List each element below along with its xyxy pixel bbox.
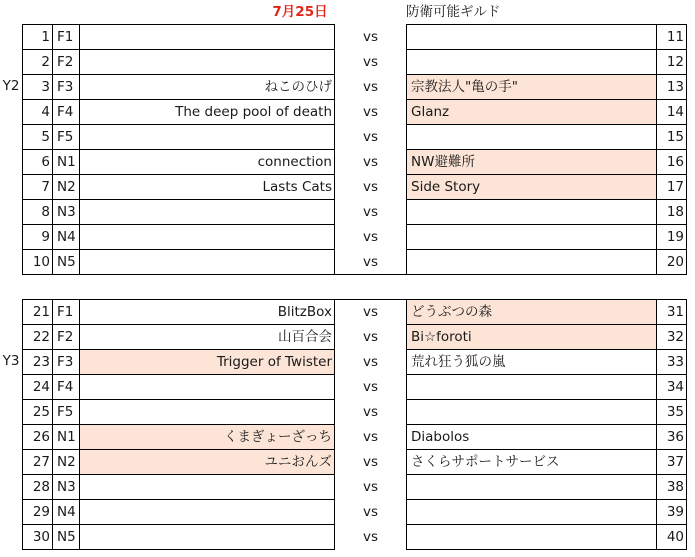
spacer-cell <box>80 275 335 300</box>
match-row <box>23 350 687 375</box>
position-cell: F3 <box>53 350 80 375</box>
match-number-cell: 10 <box>23 250 53 275</box>
group-label: Y2 <box>2 78 20 94</box>
match-row <box>23 25 687 50</box>
away-guild-cell <box>407 200 657 225</box>
home-guild-cell <box>80 500 335 525</box>
position-cell: F1 <box>53 25 80 50</box>
spacer-row <box>23 275 687 300</box>
position-cell: N2 <box>53 175 80 200</box>
home-guild-cell <box>80 475 335 500</box>
match-number-cell: 28 <box>23 475 53 500</box>
home-guild-cell <box>80 375 335 400</box>
match-number-cell: 26 <box>23 425 53 450</box>
away-guild-cell <box>407 250 657 275</box>
match-number-cell: 27 <box>23 450 53 475</box>
slot-number-cell: 18 <box>657 200 687 225</box>
position-cell: N2 <box>53 450 80 475</box>
match-row <box>23 125 687 150</box>
slot-number-cell: 20 <box>657 250 687 275</box>
vs-cell: vs <box>335 50 407 75</box>
home-guild-cell: くまぎょーざっち <box>80 425 335 450</box>
position-cell: F1 <box>53 300 80 325</box>
match-row <box>23 150 687 175</box>
away-guild-cell <box>407 225 657 250</box>
spacer-cell <box>335 275 407 300</box>
position-cell: F2 <box>53 50 80 75</box>
match-number-cell: 3 <box>23 75 53 100</box>
match-number-cell: 4 <box>23 100 53 125</box>
match-number-cell: 9 <box>23 225 53 250</box>
away-guild-cell: Bi☆foroti <box>407 325 657 350</box>
match-row <box>23 200 687 225</box>
match-row <box>23 175 687 200</box>
spacer-cell <box>407 275 657 300</box>
away-guild-cell <box>407 50 657 75</box>
away-guild-cell <box>407 125 657 150</box>
away-guild-cell <box>407 25 657 50</box>
slot-number-cell: 35 <box>657 400 687 425</box>
slot-number-cell: 17 <box>657 175 687 200</box>
slot-number-cell: 12 <box>657 50 687 75</box>
vs-cell: vs <box>335 100 407 125</box>
match-number-cell: 30 <box>23 525 53 550</box>
slot-number-cell: 39 <box>657 500 687 525</box>
home-guild-cell: ユニおんズ <box>80 450 335 475</box>
away-guild-cell: 宗教法人"亀の手" <box>407 75 657 100</box>
vs-cell: vs <box>335 425 407 450</box>
home-guild-cell: Trigger of Twister <box>80 350 335 375</box>
away-guild-cell <box>407 525 657 550</box>
away-guild-cell: Glanz <box>407 100 657 125</box>
match-row <box>23 75 687 100</box>
slot-number-cell: 19 <box>657 225 687 250</box>
home-guild-cell <box>80 50 335 75</box>
position-cell: F4 <box>53 100 80 125</box>
away-guild-cell <box>407 475 657 500</box>
home-guild-cell: BlitzBox <box>80 300 335 325</box>
match-row <box>23 225 687 250</box>
slot-number-cell: 37 <box>657 450 687 475</box>
away-guild-cell <box>407 375 657 400</box>
match-number-cell: 29 <box>23 500 53 525</box>
match-number-cell: 25 <box>23 400 53 425</box>
position-cell: N5 <box>53 525 80 550</box>
slot-number-cell: 16 <box>657 150 687 175</box>
slot-number-cell: 11 <box>657 25 687 50</box>
slot-number-cell: 33 <box>657 350 687 375</box>
group-label: Y3 <box>2 353 20 369</box>
vs-cell: vs <box>335 450 407 475</box>
match-row <box>23 100 687 125</box>
home-guild-cell <box>80 225 335 250</box>
vs-cell: vs <box>335 500 407 525</box>
home-guild-cell: ねこのひげ <box>80 75 335 100</box>
vs-cell: vs <box>335 225 407 250</box>
vs-cell: vs <box>335 350 407 375</box>
away-guild-cell: NW避難所 <box>407 150 657 175</box>
home-guild-cell <box>80 125 335 150</box>
home-guild-cell: 山百合会 <box>80 325 335 350</box>
vs-cell: vs <box>335 525 407 550</box>
away-guild-cell: Side Story <box>407 175 657 200</box>
match-number-cell: 5 <box>23 125 53 150</box>
vs-cell: vs <box>335 25 407 50</box>
match-row <box>23 325 687 350</box>
position-cell: F4 <box>53 375 80 400</box>
match-table <box>22 24 687 550</box>
match-row <box>23 300 687 325</box>
home-guild-cell <box>80 525 335 550</box>
match-number-cell: 8 <box>23 200 53 225</box>
slot-number-cell: 40 <box>657 525 687 550</box>
position-cell: F3 <box>53 75 80 100</box>
slot-number-cell: 15 <box>657 125 687 150</box>
vs-cell: vs <box>335 475 407 500</box>
spacer-cell <box>23 275 53 300</box>
home-guild-cell: The deep pool of death <box>80 100 335 125</box>
match-row <box>23 250 687 275</box>
match-number-cell: 2 <box>23 50 53 75</box>
match-row <box>23 425 687 450</box>
match-number-cell: 21 <box>23 300 53 325</box>
vs-cell: vs <box>335 150 407 175</box>
slot-number-cell: 36 <box>657 425 687 450</box>
match-row <box>23 450 687 475</box>
match-row <box>23 400 687 425</box>
position-cell: N3 <box>53 475 80 500</box>
vs-cell: vs <box>335 250 407 275</box>
vs-cell: vs <box>335 75 407 100</box>
match-row <box>23 475 687 500</box>
vs-cell: vs <box>335 200 407 225</box>
match-number-cell: 6 <box>23 150 53 175</box>
position-cell: N4 <box>53 225 80 250</box>
match-number-cell: 1 <box>23 25 53 50</box>
position-cell: N1 <box>53 150 80 175</box>
match-number-cell: 23 <box>23 350 53 375</box>
home-guild-cell <box>80 25 335 50</box>
match-row <box>23 375 687 400</box>
slot-number-cell: 34 <box>657 375 687 400</box>
position-cell: N5 <box>53 250 80 275</box>
match-row <box>23 525 687 550</box>
away-guild-cell <box>407 500 657 525</box>
match-row <box>23 50 687 75</box>
slot-number-cell: 32 <box>657 325 687 350</box>
match-row <box>23 500 687 525</box>
slot-number-cell: 31 <box>657 300 687 325</box>
defensible-guild-header: 防衛可能ギルド <box>406 4 501 20</box>
home-guild-cell <box>80 250 335 275</box>
position-cell: F5 <box>53 125 80 150</box>
home-guild-cell: connection <box>80 150 335 175</box>
position-cell: F5 <box>53 400 80 425</box>
vs-cell: vs <box>335 325 407 350</box>
match-number-cell: 7 <box>23 175 53 200</box>
match-number-cell: 22 <box>23 325 53 350</box>
position-cell: N4 <box>53 500 80 525</box>
away-guild-cell: どうぶつの森 <box>407 300 657 325</box>
spacer-cell <box>53 275 80 300</box>
vs-cell: vs <box>335 125 407 150</box>
home-guild-cell: Lasts Cats <box>80 175 335 200</box>
away-guild-cell: さくらサポートサービス <box>407 450 657 475</box>
slot-number-cell: 14 <box>657 100 687 125</box>
date-header: 7月25日 <box>272 4 328 20</box>
away-guild-cell: Diabolos <box>407 425 657 450</box>
position-cell: N1 <box>53 425 80 450</box>
spacer-cell <box>657 275 687 300</box>
slot-number-cell: 38 <box>657 475 687 500</box>
home-guild-cell <box>80 200 335 225</box>
slot-number-cell: 13 <box>657 75 687 100</box>
match-number-cell: 24 <box>23 375 53 400</box>
away-guild-cell: 荒れ狂う狐の嵐 <box>407 350 657 375</box>
away-guild-cell <box>407 400 657 425</box>
vs-cell: vs <box>335 300 407 325</box>
vs-cell: vs <box>335 400 407 425</box>
vs-cell: vs <box>335 175 407 200</box>
position-cell: N3 <box>53 200 80 225</box>
home-guild-cell <box>80 400 335 425</box>
position-cell: F2 <box>53 325 80 350</box>
vs-cell: vs <box>335 375 407 400</box>
